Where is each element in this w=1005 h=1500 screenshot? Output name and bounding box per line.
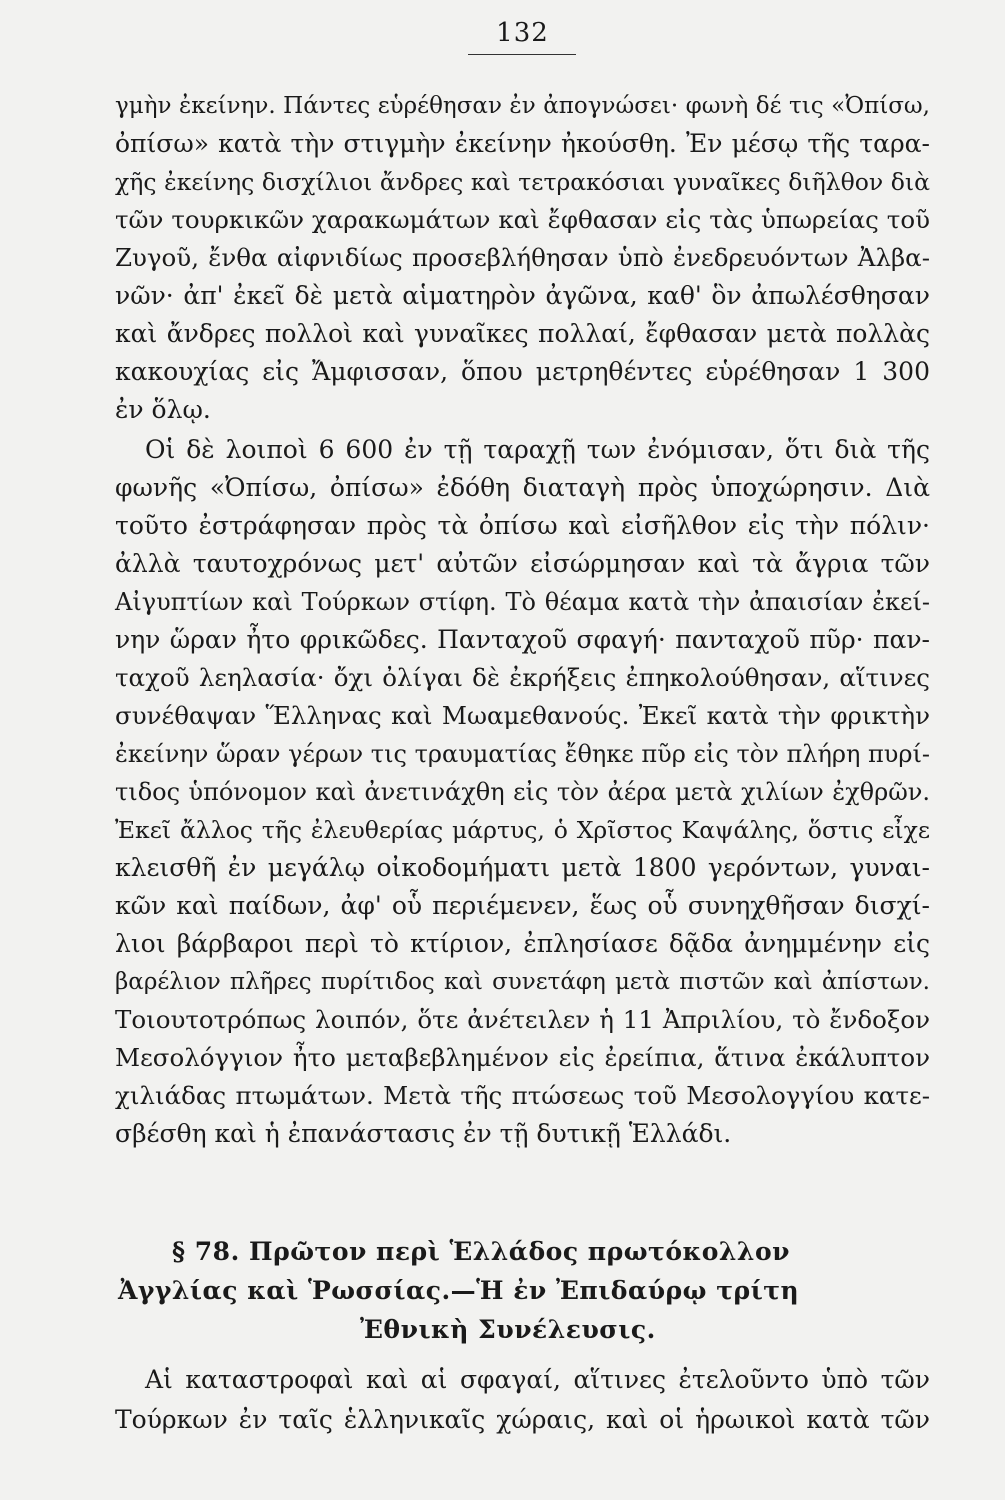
- text-line: κακουχίας εἰς Ἄμφισσαν, ὅπου μετρηθέντες εὑρέθησαν 1 300: [115, 357, 930, 386]
- text-line: βαρέλιον πλῆρες πυρίτιδος καὶ συνετάφη μετὰ πιστῶν καὶ ἀπίστων.: [115, 969, 930, 995]
- text-line: Τούρκων ἐν ταῖς ἑλληνικαῖς χώραις, καὶ οἱ ἡρωικοὶ κατὰ τῶν: [115, 1405, 930, 1434]
- text-line: Αἱ καταστροφαὶ καὶ αἱ σφαγαί, αἵτινες ἐτελοῦντο ὑπὸ τῶν: [145, 1365, 930, 1394]
- text-line: γμὴν ἐκείνην. Πάντες εὑρέθησαν ἐν ἀπογνώσει· φωνὴ δέ τις «Ὀπίσω,: [115, 93, 930, 119]
- text-line: νῶν· ἀπ' ἐκεῖ δὲ μετὰ αἱματηρὸν ἀγῶνα, καθ' ὃν ἀπωλέσθησαν: [115, 281, 930, 310]
- text-line: ὀπίσω» κατὰ τὴν στιγμὴν ἐκείνην ἠκούσθη. Ἐν μέσῳ τῆς ταρα-: [115, 129, 930, 158]
- text-line: σβέσθη καὶ ἡ ἐπανάστασις ἐν τῇ δυτικῇ Ἑλλάδι.: [115, 1119, 732, 1148]
- text-line: Τοιουτοτρόπως λοιπόν, ὅτε ἀνέτειλεν ἡ 11 Ἀπριλίου, τὸ ἔνδοξον: [115, 1005, 930, 1034]
- text-line: λιοι βάρβαροι περὶ τὸ κτίριον, ἐπλησίασε δᾷδα ἀνημμένην εἰς: [115, 929, 930, 958]
- text-line: Μεσολόγγιον ἦτο μεταβεβλημένον εἰς ἐρείπια, ἅτινα ἐκάλυπτον: [115, 1043, 930, 1072]
- text-line: ἀλλὰ ταυτοχρόνως μετ' αὐτῶν εἰσώρμησαν καὶ τὰ ἄγρια τῶν: [115, 549, 930, 578]
- text-line: Ἐκεῖ ἄλλος τῆς ἐλευθερίας μάρτυς, ὁ Χρῖστος Καψάλης, ὅστις εἶχε: [115, 816, 930, 844]
- text-line: καὶ ἄνδρες πολλοὶ καὶ γυναῖκες πολλαί, ἔφθασαν μετὰ πολλὰς: [115, 319, 930, 348]
- text-line: Οἱ δὲ λοιποὶ 6 600 ἐν τῇ ταραχῇ των ἐνόμισαν, ὅτι διὰ τῆς: [145, 435, 930, 464]
- text-line: φωνῆς «Ὀπίσω, ὀπίσω» ἐδόθη διαταγὴ πρὸς ὑποχώρησιν. Διὰ: [115, 473, 930, 502]
- text-line: νην ὥραν ἦτο φρικῶδες. Πανταχοῦ σφαγή· πανταχοῦ πῦρ· παν-: [115, 625, 930, 654]
- text-line: κῶν καὶ παίδων, ἀφ' οὗ περιέμενεν, ἕως οὗ συνηχθῆσαν δισχί-: [115, 891, 930, 920]
- text-line: χῆς ἐκείνης δισχίλιοι ἄνδρες καὶ τετρακόσιαι γυναῖκες διῆλθον διὰ: [115, 168, 930, 196]
- text-line: ταχοῦ λεηλασία· ὄχι ὀλίγαι δὲ ἐκρήξεις ἐπηκολούθησαν, αἵτινες: [115, 663, 930, 692]
- text-line: ἐν ὅλῳ.: [115, 395, 211, 424]
- text-line: ἐκείνην ὥραν γέρων τις τραυματίας ἔθηκε πῦρ εἰς τὸν πλήρη πυρί-: [115, 740, 930, 768]
- text-line: τιδος ὑπόνομον καὶ ἀνετινάχθη εἰς τὸν ἀέρα μετὰ χιλίων ἐχθρῶν.: [115, 778, 930, 806]
- text-line: τοῦτο ἐστράφησαν πρὸς τὰ ὀπίσω καὶ εἰσῆλθον εἰς τὴν πόλιν·: [115, 511, 930, 540]
- text-line: κλεισθῆ ἐν μεγάλῳ οἰκοδομήματι μετὰ 1800 γερόντων, γυναι-: [115, 853, 930, 882]
- text-line: χιλιάδας πτωμάτων. Μετὰ τῆς πτώσεως τοῦ Μεσολογγίου κατε-: [115, 1081, 930, 1110]
- page-number: 132: [496, 18, 549, 48]
- header-rule: [468, 54, 576, 55]
- text-line: Ζυγοῦ, ἔνθα αἰφνιδίως προσεβλήθησαν ὑπὸ ἐνεδρευόντων Ἀλβα-: [115, 243, 930, 272]
- text-line: συνέθαψαν Ἕλληνας καὶ Μωαμεθανούς. Ἐκεῖ κατὰ τὴν φρικτὴν: [115, 701, 930, 730]
- text-line: Αἰγυπτίων καὶ Τούρκων στίφη. Τὸ θέαμα κατὰ τὴν ἀπαισίαν ἐκεί-: [115, 588, 930, 616]
- section-heading-line: Ἀγγλίας καὶ Ῥωσσίας.—Ἡ ἐν Ἐπιδαύρῳ τρίτη: [118, 1276, 800, 1305]
- section-heading-line: Ἐθνικὴ Συνέλευσις.: [360, 1315, 656, 1344]
- section-heading-line: § 78. Πρῶτον περὶ Ἑλλάδος πρωτόκολλον: [172, 1237, 790, 1266]
- text-line: τῶν τουρκικῶν χαρακωμάτων καὶ ἔφθασαν εἰς τὰς ὑπωρείας τοῦ: [115, 205, 930, 234]
